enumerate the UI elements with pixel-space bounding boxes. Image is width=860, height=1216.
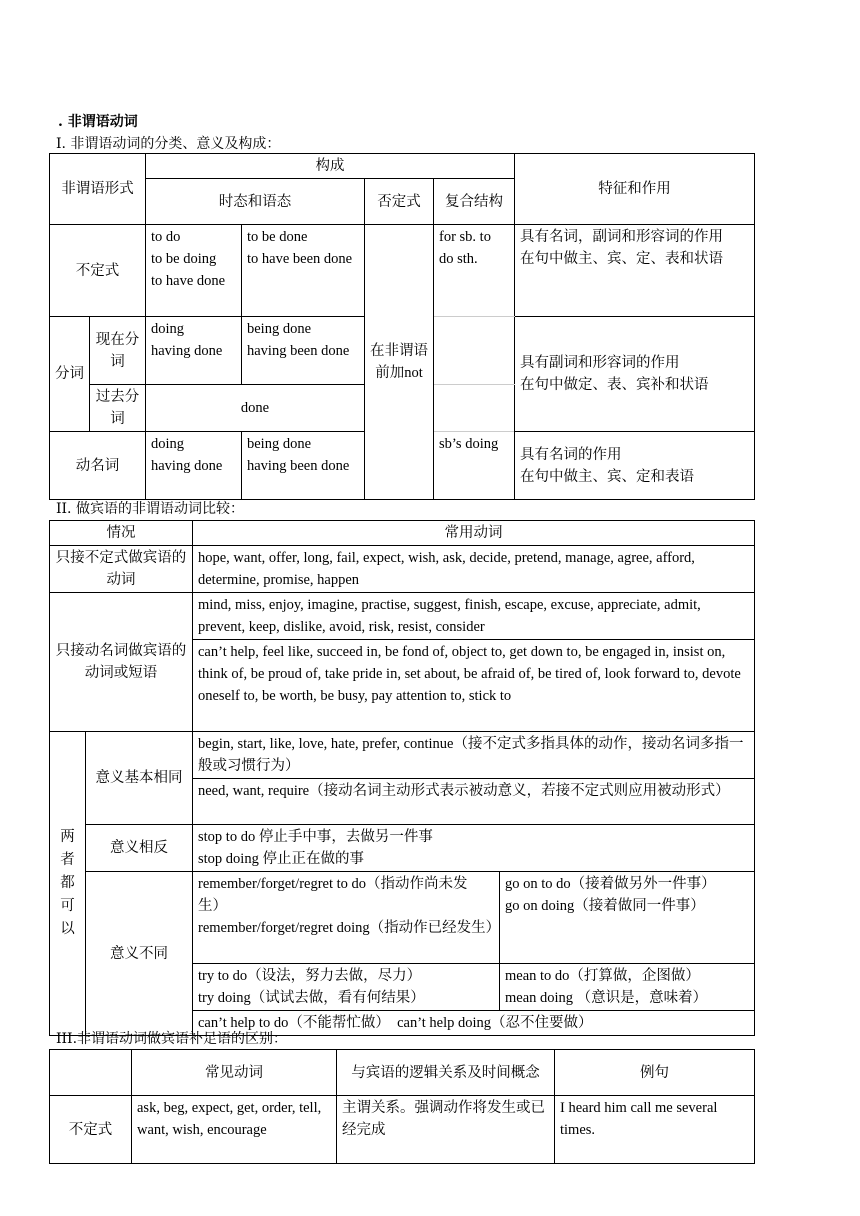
nonfinite-forms-table bbox=[49, 153, 755, 500]
infinitive-complex: for sb. to do sth. bbox=[434, 225, 515, 317]
header-empty bbox=[50, 1050, 132, 1096]
past-participle-complex bbox=[434, 385, 515, 432]
gerund-label: 动名词 bbox=[50, 432, 146, 500]
past-participle-value: done bbox=[146, 385, 365, 432]
only-infinitive-label: 只接不定式做宾语的动词 bbox=[50, 546, 193, 593]
participle-feature: 具有副词和形容词的作用 在句中做定、表、宾补和状语 bbox=[515, 317, 755, 432]
only-gerund-label: 只接动名词做宾语的动词或短语 bbox=[50, 593, 193, 732]
infinitive-active: to do to be doing to have done bbox=[146, 225, 242, 317]
different-row2-right: mean to do（打算做，企图做） mean doing （意识是，意味着） bbox=[500, 964, 755, 1011]
only-infinitive-verbs: hope, want, offer, long, fail, expect, wish, ask, decide, pretend, manage, agree, afford, determine, promise, happen bbox=[193, 546, 755, 593]
participle-label: 分词 bbox=[50, 317, 90, 432]
header-relation: 与宾语的逻辑关系及时间概念 bbox=[337, 1050, 555, 1096]
opposite-meaning-label: 意义相反 bbox=[86, 825, 193, 872]
header-complex: 复合结构 bbox=[434, 179, 515, 225]
gerund-active: doing having done bbox=[146, 432, 242, 500]
header-common-verbs-3: 常见动词 bbox=[132, 1050, 337, 1096]
present-participle-active: doing having done bbox=[146, 317, 242, 385]
different-row1-right: go on to do（接着做另外一件事） go on doing（接着做同一件事） bbox=[500, 872, 755, 964]
present-participle-complex bbox=[434, 317, 515, 385]
present-participle-label: 现在分词 bbox=[90, 317, 146, 385]
both-label: 两者都可以 bbox=[50, 732, 86, 1036]
header-form: 非谓语形式 bbox=[50, 154, 146, 225]
document-heading: . 非谓语动词 bbox=[58, 114, 138, 130]
header-tense-voice: 时态和语态 bbox=[146, 179, 365, 225]
gerund-passive: being done having been done bbox=[242, 432, 365, 500]
object-complement-table bbox=[49, 1049, 755, 1164]
infinitive-label: 不定式 bbox=[50, 225, 146, 317]
header-negative: 否定式 bbox=[365, 179, 434, 225]
only-gerund-verbs-1: mind, miss, enjoy, imagine, practise, suggest, finish, escape, excuse, appreciate, admit, prevent, keep, dislike, avoid, risk, resist, consider bbox=[193, 593, 755, 640]
opposite-meaning-text: stop to do 停止手中事，去做另一件事 stop doing 停止正在做的事 bbox=[193, 825, 755, 872]
past-participle-label: 过去分词 bbox=[90, 385, 146, 432]
gerund-complex: sb’s doing bbox=[434, 432, 515, 500]
section1-title: I. 非谓语动词的分类、意义及构成： bbox=[56, 136, 281, 152]
different-row3: can’t help to do（不能帮忙做） can’t help doing（忍不住要做） bbox=[193, 1011, 755, 1036]
different-row1-left: remember/forget/regret to do（指动作尚未发生） remember/forget/regret doing（指动作已经发生） bbox=[193, 872, 500, 964]
same-meaning-label: 意义基本相同 bbox=[86, 732, 193, 825]
header-case: 情况 bbox=[50, 521, 193, 546]
section2-title: II. 做宾语的非谓语动词比较： bbox=[56, 501, 244, 517]
header-example: 例句 bbox=[555, 1050, 755, 1096]
different-row2-left: try to do（设法，努力去做，尽力） try doing（试试去做，看有何结果） bbox=[193, 964, 500, 1011]
inf-complement-label: 不定式 bbox=[50, 1096, 132, 1164]
inf-complement-example: I heard him call me several times. bbox=[555, 1096, 755, 1164]
object-comparison-table bbox=[49, 520, 755, 1036]
same-meaning-row2: need, want, require（接动名词主动形式表示被动意义，若接不定式则应用被动形式） bbox=[193, 779, 755, 825]
section3-title: III.非谓语动词做宾语补足语的区别： bbox=[56, 1031, 288, 1047]
header-composition: 构成 bbox=[146, 154, 515, 179]
gerund-feature: 具有名词的作用 在句中做主、宾、定和表语 bbox=[515, 432, 755, 500]
present-participle-passive: being done having been done bbox=[242, 317, 365, 385]
infinitive-passive: to be done to have been done bbox=[242, 225, 365, 317]
only-gerund-verbs-2: can’t help, feel like, succeed in, be fond of, object to, get down to, be engaged in, insist on, think of, be proud of, take pride in, set about, be afraid of, be tired of, look forward to, devote oneself to, be worth, be busy, pay attention to, stick to bbox=[193, 640, 755, 732]
header-feature: 特征和作用 bbox=[515, 154, 755, 225]
infinitive-feature: 具有名词，副词和形容词的作用 在句中做主、宾、定、表和状语 bbox=[515, 225, 755, 317]
inf-complement-verbs: ask, beg, expect, get, order, tell, want, wish, encourage bbox=[132, 1096, 337, 1164]
same-meaning-row1: begin, start, like, love, hate, prefer, continue（接不定式多指具体的动作，接动名词多指一般或习惯行为） bbox=[193, 732, 755, 779]
header-common-verbs: 常用动词 bbox=[193, 521, 755, 546]
different-meaning-label: 意义不同 bbox=[86, 872, 193, 1036]
negative-form: 在非谓语前加not bbox=[365, 225, 434, 500]
inf-complement-relation: 主谓关系。强调动作将发生或已经完成 bbox=[337, 1096, 555, 1164]
